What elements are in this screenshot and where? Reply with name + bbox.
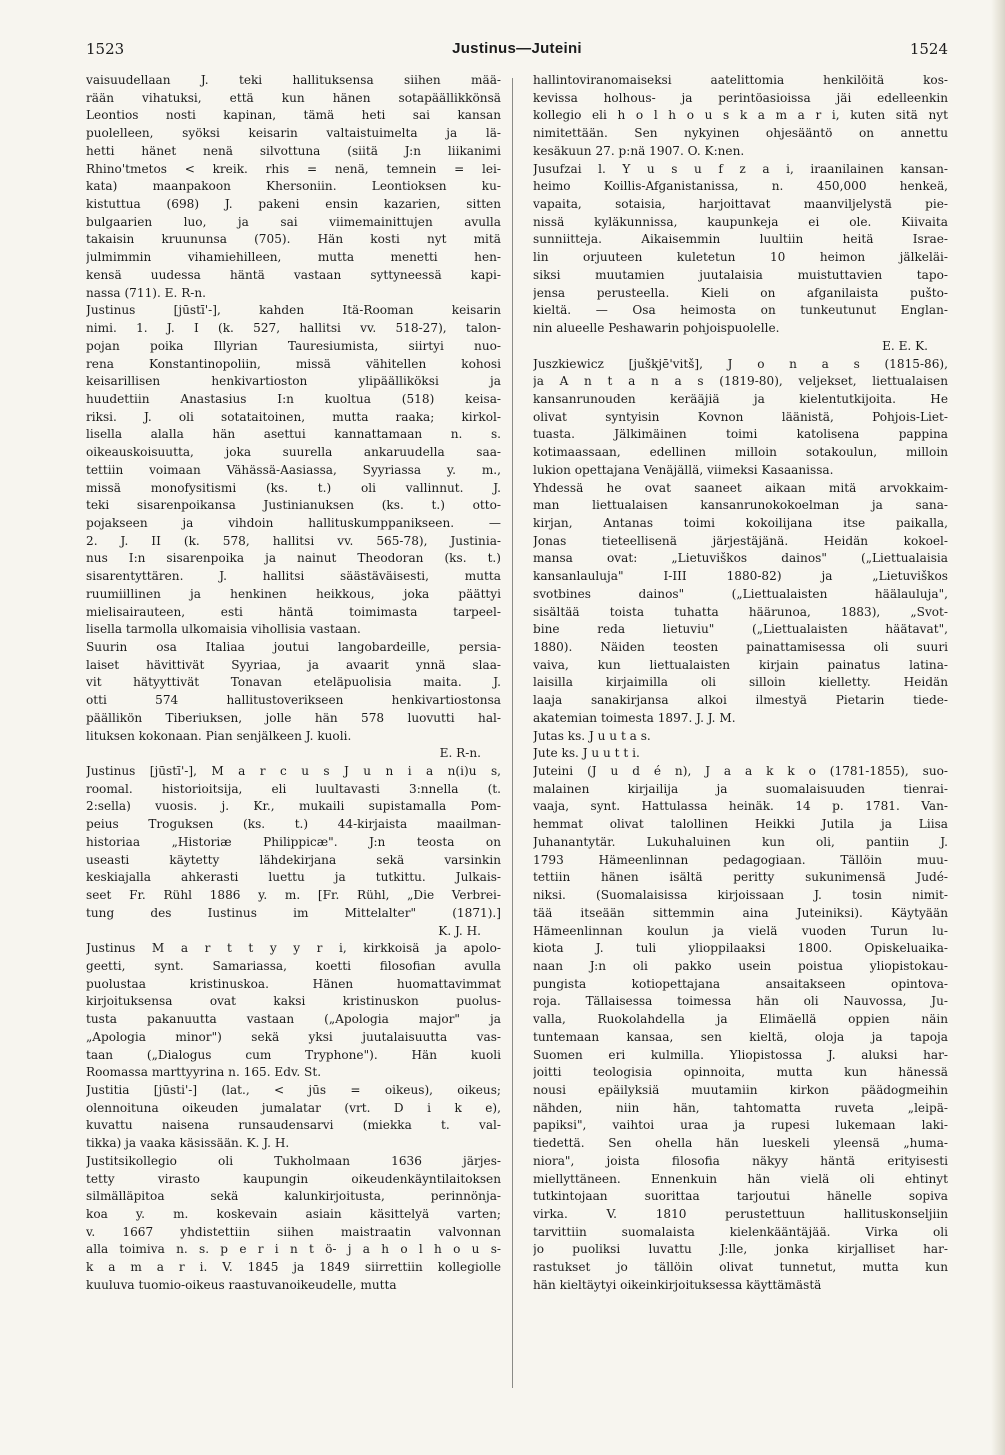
text-line: historiaa „Historiæ Philippicæ". J:n teosta on [86, 834, 501, 849]
text-line: tung des Iustinus im Mittelalter" (1871).] [86, 905, 501, 920]
text-line: naan J:n oli pakko usein poistua yliopistokau- [533, 958, 948, 973]
text-line: rastukset jo tällöin olivat tunnetut, mutta kun [533, 1260, 948, 1275]
text-line: laaja sanakirjansa alkoi ilmestyä Pietarin tiede- [533, 693, 948, 708]
text-line: Jute ks. J u u t t i. [533, 746, 640, 761]
text-line: peius Troguksen (ks. t.) 44-kirjaista maailman- [86, 817, 501, 832]
text-line: Roomassa marttyyrina n. 165. Edv. St. [86, 1065, 322, 1080]
text-line: tää itseään sittemmin aina Juteiniksi). Käytyään [533, 905, 948, 920]
text-line: malainen kirjailija ja suomalaisuuden tienrai- [533, 781, 948, 796]
text-line: taan („Dialogus cum Tryphone"). Hän kuoli [86, 1047, 501, 1062]
text-line: päällikön Tiberiuksen, jolle hän 578 luovutti hal- [86, 710, 501, 725]
text-line: siksi muutamien juutalaisia muistuttavien tapo- [533, 267, 948, 282]
text-line: laiset hävittivät Syyriaa, ja avaarit ynnä slaa- [86, 657, 501, 672]
text-line: julmimmin vihamiehilleen, mutta menetti hen- [86, 250, 501, 265]
text-line: vit hätyyttivät Tonavan eteläpuolisia maita. J. [86, 675, 501, 690]
text-line: ruumiillinen ja henkinen heikkous, joka päättyi [86, 586, 501, 601]
text-line: svotbines dainos" („Liettualaisten häälauluja", [533, 586, 948, 601]
text-line: heimo Koillis-Afganistanissa, n. 450,000 henkeä, [533, 179, 948, 194]
text-line: Yhdessä he ovat saaneet aikaan mitä arvokkaim- [533, 480, 948, 495]
text-line: tettiin hänen isältä peritty sukunimensä Judé- [533, 870, 948, 885]
text-line: hetti hänet nenä silvottuna (siitä J:n liikanimi [86, 143, 501, 158]
text-line: kansanlauluja" I-III 1880-82) ja „Lietuviškos [533, 569, 948, 584]
text-line: pojan poika Illyrian Tauresiumista, siirtyi nuo- [86, 338, 501, 353]
text-line: K. J. H. [438, 923, 481, 938]
page-header [86, 40, 948, 64]
text-line: vapaita, sotaisia, harjoittavat maanviljelystä pie- [533, 197, 948, 212]
text-line: tuntemaan kansaa, sen kieltä, oloja ja tapoja [533, 1029, 948, 1044]
text-line: kesäkuun 27. p:nä 1907. O. K:nen. [533, 143, 745, 158]
text-line: vaisuudellaan J. teki hallituksensa siihen mää- [86, 73, 501, 87]
text-line: puolustaa kristinuskoa. Hänen huomattavimmat [86, 976, 501, 991]
text-line: miellyttäneen. Ennenkuin hän vielä oli ehtinyt [533, 1171, 948, 1186]
text-line: kata) maanpakoon Khersoniin. Leontioksen ku- [86, 179, 501, 194]
text-line: „Apologia minor") sekä yksi juutalaisuutta vas- [86, 1029, 501, 1044]
text-line: mansa ovat: „Lietuviškos dainos" („Liettualaisia [533, 551, 948, 566]
text-line: Hämeenlinnan koulun ja vielä vuoden Turun lu- [533, 923, 948, 938]
text-line: E. R-n. [439, 746, 481, 761]
text-line: roja. Tällaisessa toimessa hän oli Nauvossa, Ju- [533, 994, 948, 1009]
right-page-number: 1524 [909, 40, 948, 58]
text-line: nissä kyläkunnissa, kaupunkeja ei ole. Kiivaita [533, 214, 948, 229]
text-line: Juhanantytär. Lukuhaluinen kun oli, pantiin J. [533, 834, 948, 849]
text-line: lin orjuuteen kuletetun 10 heimon jälkeläi- [533, 250, 948, 265]
text-line: lisella tarmolla ulkomaisia vihollisia vastaan. [86, 622, 361, 637]
text-line: jo puoliksi luvattu J:lle, jonka kirjalliset har- [533, 1242, 948, 1257]
text-line: rään vihatuksi, että kun hänen sotapäällikkönsä [86, 90, 501, 105]
text-line: Justitsikollegio oli Tukholmaan 1636 järjes- [86, 1153, 501, 1168]
text-line: lisella alalla hän asettui kannattamaan n. s. [86, 427, 501, 442]
text-line: kuuluva tuomio-oikeus raastuvanoikeudelle, mutta [86, 1277, 397, 1292]
text-line: ja A n t a n a s (1819-80), veljekset, liettualaisen [533, 374, 948, 389]
text-line: Suomen eri kulmilla. Yliopistossa J. aluksi har- [533, 1047, 948, 1062]
text-line: tettiin voimaan Vähässä-Aasiassa, Syyriassa y. m., [86, 462, 501, 477]
text-line: akatemian toimesta 1897. J. J. M. [533, 710, 736, 725]
text-line: bulgaarien luo, ja sai viimemainittujen avulla [86, 214, 501, 229]
text-line: joitti teologisia opinnoita, mutta kun hänessä [533, 1065, 948, 1080]
text-line: silmälläpitoa sekä kalunkirjoitusta, perinnönja- [86, 1189, 501, 1204]
text-line: olennoituna oikeuden jumalatar (vrt. D i k e), [86, 1100, 501, 1115]
text-line: bine reda lietuviu" („Liettualaisten häätavat", [533, 622, 948, 637]
text-line: nähden, niin hän, tahtomatta ruveta „leipä- [533, 1100, 948, 1115]
text-line: 2:sella) vuosis. j. Kr., mukaili supistamalla Pom- [86, 799, 501, 814]
text-line: kotimaassaan, edellinen milloin sotakoulun, milloin [533, 445, 948, 460]
text-line: alla toimiva n. s. p e r i n t ö- j a h o l h o u s- [86, 1242, 501, 1257]
text-line: hemmat olivat talollinen Heikki Jutila ja Liisa [533, 817, 948, 832]
text-line: nimi. 1. J. I (k. 527, hallitsi vv. 518-27), talon- [86, 321, 501, 336]
left-column [86, 72, 501, 1295]
text-line: sunniitteja. Aikaisemmin luultiin heitä Israe- [533, 232, 948, 247]
text-line: roomal. historioitsija, eli luultavasti 3:nnella (t. [86, 781, 501, 796]
text-line: tetty virasto kaupungin oikeudenkäyntilaitoksen [86, 1171, 501, 1186]
text-line: tikka) ja vaaka käsissään. K. J. H. [86, 1136, 290, 1151]
text-line: man liettualaisen kansanrunokokoelman ja sana- [533, 498, 948, 513]
text-line: pungista kotiopettajana ansaitakseen opintova- [533, 976, 948, 991]
text-line: seet Fr. Rühl 1886 y. m. [Fr. Rühl, „Die Verbrei- [86, 888, 501, 903]
text-line: lituksen kokonaan. Pian senjälkeen J. kuoli. [86, 728, 352, 743]
text-line: Rhino'tmetos < kreik. rhis = nenä, temnein = lei- [86, 161, 501, 176]
text-line: k a m a r i. V. 1845 ja 1849 siirrettiin kollegiolle [86, 1260, 501, 1275]
text-line: kuvattu naisena runsaudensarvi (miekka t. val- [86, 1118, 501, 1133]
text-line: kieltä. — Osa heimosta on tunkeutunut Englan- [533, 303, 948, 318]
text-line: Leontios nosti kapinan, tämä heti sai kansan [86, 108, 501, 123]
text-line: kevissa holhous- ja perintöasioissa jäi edelleenkin [533, 90, 948, 105]
text-line: v. 1667 yhdistettiin siihen maistraatin valvonnan [86, 1224, 501, 1239]
text-line: geetti, synt. Samariassa, koetti filosofian avulla [86, 958, 501, 973]
text-line: riksi. J. oli sotataitoinen, mutta raaka; kirkol- [86, 409, 501, 424]
text-line: kiota J. tuli ylioppilaaksi 1800. Opiskeluaika- [533, 941, 948, 956]
text-line: vaaja, synt. Hattulassa heinäk. 14 p. 1781. Van- [533, 799, 948, 814]
text-line: niora", joista filosofia näkyy häntä erityisesti [533, 1153, 948, 1168]
text-line: mielisairauteen, esti häntä toimimasta tarpeel- [86, 604, 501, 619]
text-line: huudettiin Anastasius I:n kuoltua (518) keisa- [86, 391, 501, 406]
text-line: Jusufzai l. Y u s u f z a i, iraanilainen kansan- [533, 161, 948, 176]
text-line: papiksi", vaihtoi uraa ja rupesi lukemaan laki- [533, 1118, 948, 1133]
running-title: Justinus—Juteini [452, 40, 582, 57]
text-line: Suurin osa Italiaa joutui langobardeille, persia- [86, 640, 501, 654]
text-line: rena Konstantinopoliin, missä vähitellen kohosi [86, 356, 501, 371]
text-line: hän kieltäytyi oikeinkirjoituksessa käyttämästä [533, 1277, 822, 1292]
text-line: sisarentyttären. J. hallitsi säästäväisesti, mutta [86, 569, 501, 584]
text-line: olivat syntyisin Kovnon läänistä, Pohjois-Liet- [533, 409, 948, 424]
text-line: tarvittiin suomalaista kielenkääntäjää. Virka oli [533, 1224, 948, 1239]
text-line: keskiajalla ahkerasti luettu ja tutkittu. Julkais- [86, 870, 501, 885]
text-line: nimitettään. Sen nykyinen ohjesääntö on annettu [533, 126, 948, 141]
text-line: nin alueelle Peshawarin pohjoispuolelle. [533, 321, 780, 336]
text-line: kansanrunouden kerääjiä ja kielentutkijoita. He [533, 391, 948, 406]
left-page-number: 1523 [86, 40, 125, 58]
text-line: kirjan, Antanas toimi kokoilijana itse paikalla, [533, 515, 948, 530]
text-line: takaisin kruununsa (705). Hän kosti nyt mitä [86, 232, 501, 247]
text-line: jensa perusteella. Kieli on afganilaista pušto- [533, 285, 948, 300]
text-line: tutkintojaan suorittaa tarjoutui hänelle sopiva [533, 1189, 948, 1204]
text-line: puolelleen, syöksi keisarin valtaistuimelta ja lä- [86, 126, 501, 141]
text-line: tuasta. Jälkimäinen toimi katolisena pappina [533, 427, 948, 442]
text-line: virka. V. 1810 perustettuun hallituskonseljiin [533, 1207, 948, 1221]
text-line: kollegio eli h o l h o u s k a m a r i, kuten sitä nyt [533, 108, 948, 123]
text-line: hallintoviranomaiseksi aatelittomia henkilöitä kos- [533, 73, 948, 87]
text-line: keisarillisen henkivartioston ylipäälliköksi ja [86, 374, 501, 389]
text-line: koa y. m. koskevain asiain käsittelyä varten; [86, 1207, 501, 1221]
text-line: vaiva, kun liettualaisten kirjain painatus latina- [533, 657, 948, 672]
text-line: kistuttua (698) J. pakeni ensin kazarien, sitten [86, 197, 501, 212]
text-line: Justinus [jūstī'-], M a r c u s J u n i a n(i)u s, [86, 764, 501, 779]
text-line: 1793 Hämeenlinnan pedagogiaan. Tällöin muu- [533, 852, 948, 867]
text-line: lukion opettajana Venäjällä, viimeksi Kasaanissa. [533, 462, 834, 477]
text-line: teki sisarenpoikansa Justinianuksen (ks. t.) otto- [86, 498, 501, 513]
text-line: nousi epäilyksiä muutamiin kirkon päädogmeihin [533, 1082, 948, 1097]
text-line: E. E. K. [882, 338, 928, 353]
text-line: missä monofysitismi (ks. t.) oli vallinnut. J. [86, 480, 501, 495]
text-line: laisilla kirjaimilla oli silloin kielletty. Heidän [533, 675, 948, 690]
text-line: tiedettä. Sen ohella hän lueskeli yleensä „huma- [533, 1136, 948, 1151]
text-line: nassa (711). E. R-n. [86, 285, 207, 300]
text-line: nus I:n sisarenpoika ja nainut Theodoran (ks. t.) [86, 551, 501, 566]
text-line: 2. J. II (k. 578, hallitsi vv. 565-78), Justinia- [86, 533, 501, 548]
text-line: valla, Ruokolahdella ja Elimäellä oppien näin [533, 1012, 948, 1027]
text-line: niksi. (Suomalaisissa kirjoissaan J. tosin nimit- [533, 888, 948, 903]
text-line: otti 574 hallitustoverikseen henkivartiostonsa [86, 693, 501, 708]
text-line: useasti käytetty lähdekirjana sekä varsinkin [86, 852, 501, 867]
text-line: Justinus M a r t t y y r i, kirkkoisä ja apolo- [86, 941, 501, 956]
text-line: Juteini (J u d é n), J a a k k o (1781-1855), suo- [533, 764, 948, 779]
text-line: Justinus [jūstī'-], kahden Itä-Rooman keisarin [86, 303, 501, 318]
text-line: Juszkiewicz [juškjē'vitš], J o n a s (1815-86), [533, 356, 948, 371]
page-edge-shadow [991, 0, 1005, 1455]
text-line: Justitia [jūsti'-] (lat., < jūs = oikeus), oikeus; [86, 1082, 501, 1097]
text-line: Jonas tieteellisenä järjestäjänä. Heidän kokoel- [533, 533, 948, 548]
column-divider [512, 78, 513, 1388]
text-line: Jutas ks. J u u t a s. [533, 728, 651, 743]
text-line: oikeauskoisuutta, joka suurella ankaruudella saa- [86, 445, 501, 460]
text-line: kirjoituksensa ovat kaksi kristinuskon puolus- [86, 994, 501, 1009]
text-line: 1880). Näiden teosten painattamisessa oli suuri [533, 640, 948, 654]
text-line: tusta pakanuutta vastaan („Apologia major" ja [86, 1012, 501, 1027]
text-line: pojakseen ja vihdoin hallituskumppanikseen. — [86, 515, 501, 530]
text-line: kensä uudessa häntä vastaan syttyneessä kapi- [86, 267, 501, 282]
text-line: sisältää toista tuhatta häärunoa, 1883), „Svot- [533, 604, 948, 619]
right-column [533, 72, 948, 1295]
